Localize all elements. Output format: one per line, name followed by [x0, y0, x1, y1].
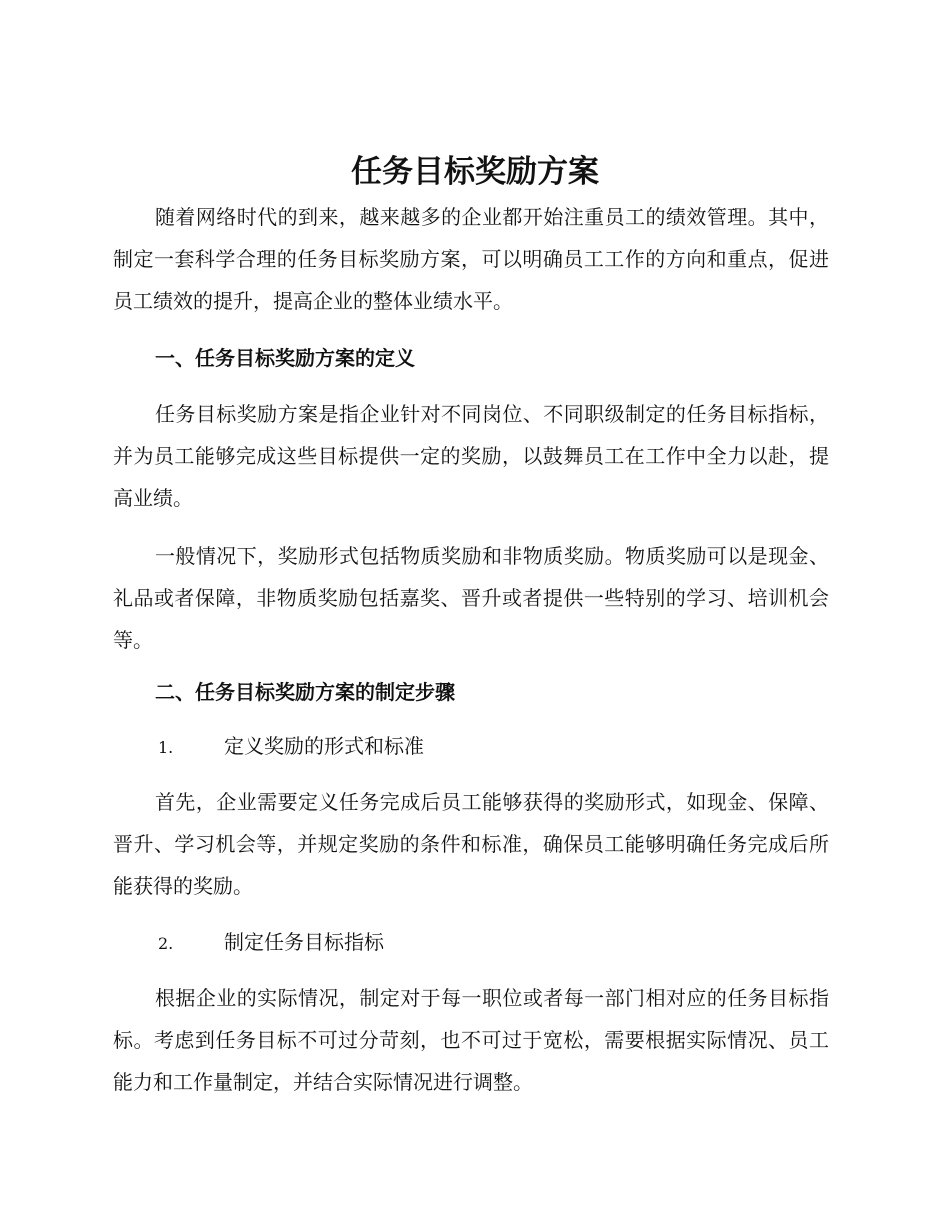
step-2-item [158, 927, 384, 959]
section2-heading: 二、任务目标奖励方案的制定步骤 [155, 680, 455, 704]
intro-paragraph: 随着网络时代的到来，越来越多的企业都开始注重员工的绩效管理。其中，制定一套科学合理的任务目标奖励方案，可以明确员工工作的方向和重点，促进员工绩效的提升，提高企业的整体业绩水平。 [113, 205, 829, 313]
step-1-number: 1. [158, 738, 174, 757]
step-1-label: 定义奖励的形式和标准 [224, 734, 424, 758]
document-title: 任务目标奖励方案 [351, 154, 599, 190]
step-2-label: 制定任务目标指标 [224, 930, 384, 954]
section1-paragraph-2: 一般情况下，奖励形式包括物质奖励和非物质奖励。物质奖励可以是现金、礼品或者保障，非物质奖励包括嘉奖、晋升或者提供一些特别的学习、培训机会等。 [113, 544, 829, 652]
step-1-paragraph: 首先，企业需要定义任务完成后员工能够获得的奖励形式，如现金、保障、晋升、学习机会等，并规定奖励的条件和标准，确保员工能够明确任务完成后所能获得的奖励。 [113, 790, 829, 898]
section1-paragraph-1: 任务目标奖励方案是指企业针对不同岗位、不同职级制定的任务目标指标，并为员工能够完成这些目标提供一定的奖励，以鼓舞员工在工作中全力以赴，提高业绩。 [113, 402, 829, 510]
section1-heading: 一、任务目标奖励方案的定义 [155, 346, 415, 370]
step-2-paragraph: 根据企业的实际情况，制定对于每一职位或者每一部门相对应的任务目标指标。考虑到任务目标不可过分苛刻，也不可过于宽松，需要根据实际情况、员工能力和工作量制定，并结合实际情况进行调整。 [113, 986, 829, 1094]
step-2-number: 2. [158, 934, 174, 953]
step-1-item [158, 731, 424, 763]
